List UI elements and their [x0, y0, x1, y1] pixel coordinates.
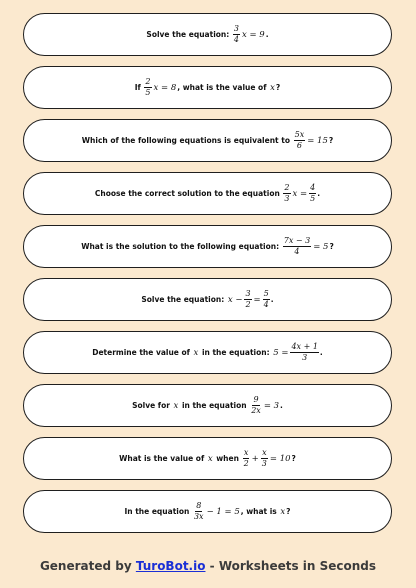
fraction: [294, 131, 306, 150]
fraction-denominator: 5: [145, 88, 151, 97]
question-card: [23, 172, 392, 215]
question-card: [23, 13, 392, 56]
math-expression: +: [251, 453, 259, 464]
question-card: [23, 278, 392, 321]
question-text: If: [134, 83, 144, 92]
fraction: [261, 449, 268, 468]
question-card: [23, 384, 392, 427]
fraction: [263, 290, 270, 309]
fraction-numerator: 8: [196, 501, 202, 510]
math-expression: = 10: [269, 453, 291, 464]
question-text: Solve for: [132, 401, 173, 410]
question-text: ?: [291, 454, 296, 463]
math-expression: = 3: [263, 400, 280, 411]
fraction-numerator: 3: [245, 289, 251, 298]
fraction-denominator: 3: [284, 194, 290, 203]
question-text: In the equation: [124, 507, 192, 516]
math-expression: x −: [227, 294, 243, 305]
question-text: Which of the following equations is equivalent to: [81, 136, 293, 145]
math-expression: x: [207, 453, 213, 464]
math-expression: x: [280, 506, 286, 517]
fraction-numerator: 5x: [294, 130, 305, 139]
fraction: [309, 184, 316, 203]
fraction-numerator: x: [262, 448, 267, 457]
fraction-denominator: 4: [294, 247, 300, 256]
question-card: [23, 119, 392, 162]
fraction: [250, 396, 262, 415]
question-text: .: [319, 348, 323, 357]
question-text: .: [265, 30, 269, 39]
fraction-numerator: x: [243, 448, 249, 457]
question-card: [23, 437, 392, 480]
question-text: What is the solution to the following equation:: [81, 242, 282, 251]
fraction-denominator: 2x: [251, 406, 261, 415]
math-expression: x: [270, 82, 275, 93]
math-expression: − 1 = 5: [206, 506, 240, 517]
fraction-denominator: 6: [296, 141, 302, 150]
question-card: [23, 331, 392, 374]
question-card: [23, 490, 392, 533]
fraction-numerator: 5: [263, 289, 269, 298]
question-text: Determine the value of: [92, 348, 193, 357]
fraction-denominator: 3: [261, 459, 267, 468]
fraction-denominator: 3: [302, 353, 308, 362]
question-text: Solve the equation:: [141, 295, 227, 304]
question-text: in the equation: [179, 401, 250, 410]
footer-suffix: - Worksheets in Seconds: [205, 559, 377, 573]
question-text: What is the value of: [119, 454, 207, 463]
question-text: when: [213, 454, 242, 463]
math-expression: x = 8: [153, 82, 177, 93]
fraction-numerator: 2: [145, 77, 151, 86]
question-text: in the equation:: [199, 348, 273, 357]
fraction: [283, 237, 311, 256]
fraction: [233, 25, 240, 44]
fraction-numerator: 4: [310, 183, 316, 192]
math-expression: = 5: [313, 241, 329, 252]
fraction-denominator: 2: [243, 459, 249, 468]
question-text: ?: [286, 507, 291, 516]
question-text: Solve the equation:: [146, 30, 232, 39]
fraction-denominator: 5: [310, 194, 316, 203]
fraction: [144, 78, 151, 97]
question-text: .: [270, 295, 274, 304]
question-card: [23, 225, 392, 268]
fraction-numerator: 4x + 1: [291, 342, 318, 351]
fraction: [283, 184, 290, 203]
question-text: .: [280, 401, 283, 410]
question-text: ?: [328, 136, 334, 145]
question-card: [23, 66, 392, 109]
fraction: [244, 290, 251, 309]
math-expression: = 15: [307, 135, 328, 146]
fraction: [290, 343, 318, 362]
fraction: [243, 449, 250, 468]
question-text: Choose the correct solution to the equation: [94, 189, 283, 198]
math-expression: x: [193, 347, 199, 358]
turobot-link[interactable]: TuroBot.io: [135, 559, 206, 573]
fraction-denominator: 2: [245, 300, 251, 309]
math-expression: 5 =: [273, 347, 289, 358]
fraction-numerator: 3: [233, 24, 239, 33]
question-text: , what is the value of: [177, 83, 270, 92]
fraction-numerator: 7x − 3: [283, 236, 311, 245]
math-expression: =: [253, 294, 261, 305]
math-expression: x: [173, 400, 179, 411]
footer-prefix: Generated by: [39, 559, 136, 573]
fraction: [193, 502, 205, 521]
math-expression: x = 9: [241, 29, 265, 40]
question-text: , what is: [240, 507, 280, 516]
fraction-denominator: 3x: [193, 512, 204, 521]
math-expression: x =: [292, 188, 308, 199]
fraction-denominator: 4: [233, 35, 239, 44]
fraction-numerator: 9: [253, 395, 259, 404]
fraction-numerator: 2: [284, 183, 290, 192]
footer: [0, 559, 416, 573]
question-text: ?: [275, 83, 281, 92]
question-text: ?: [329, 242, 334, 251]
question-list: [23, 13, 392, 543]
fraction-denominator: 4: [263, 300, 269, 309]
question-text: .: [317, 189, 321, 198]
